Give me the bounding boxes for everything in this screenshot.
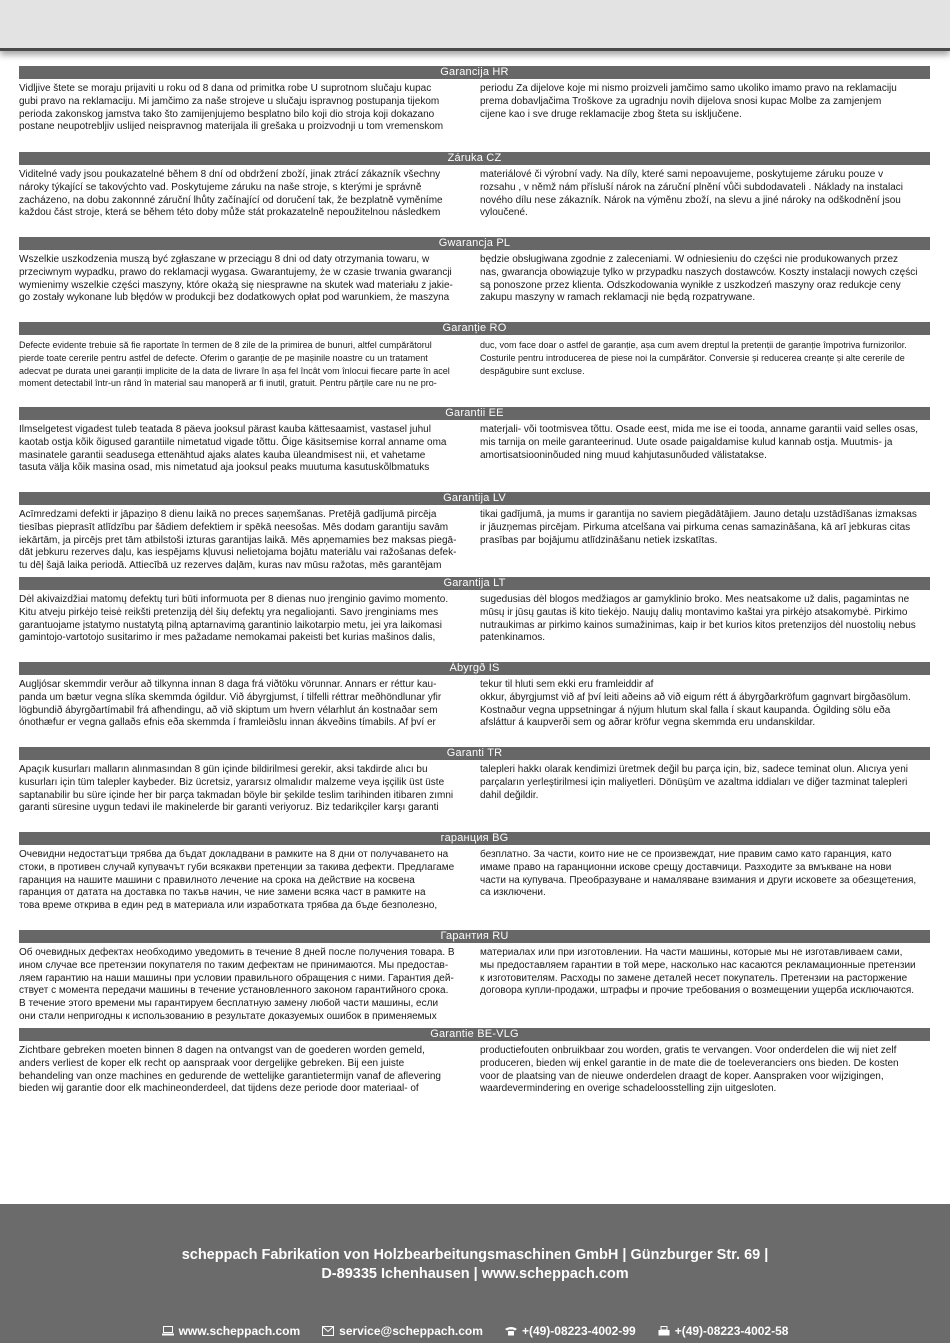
fax-number[interactable]: +(49)-08223-4002-58 [674,1324,789,1338]
phone-contact[interactable] [505,1324,636,1338]
warranty-sections [19,66,930,1113]
fax-icon [658,1326,670,1336]
section-text-right: материалах или при изготовлении. На части машины, которые мы не изготавливаем сами, мы предоставляем гарантии в той мере, насколько нас касаются рекламационные претензии к изготовителям. Расходы по замене деталей несет покупатель. Претензии на расторжение договора купли-продажи, штрафы и прочие требования о возмещении ущерба исключаются. [480,947,916,997]
section-title-is: Ábyrgð IS [19,662,930,675]
mail-icon [322,1326,334,1336]
section-text-right: talepleri hakkı olarak kendimizi üretmek değil bu parça için, biz, sadece teminat olun. Alıcıya yeni parçaların yerleştirilmesi için maliyetleri. Dönüşüm ve azaltma iddiaları ve diğer tazminat talepleri dahil değildir. [480,764,908,801]
section-text-right: duc, vom face doar o astfel de garanție, așa cum avem dreptul la pretenții de garanție împotriva furnizorilor. Costurile pentru introducerea de piese noi la cumpărător. Conversie și reducerea creanțe și alte cererile de despăgubire sunt excluse. [480,340,907,376]
section-text-right: materjali- või tootmisvea tõttu. Osade eest, mida me ise ei tooda, anname garantii vaid selles osas, mis tarnija on meile garanteerinud. Uute osade paigaldamise kulud kannab ostja. Muutmis- ja amortisatsiooninõuded ning muud kahjutasunõuded välistatakse. [480,424,918,461]
section-title-ee: Garantii EE [19,407,930,420]
section-lt [19,577,930,662]
computer-icon [162,1326,174,1336]
section-text-left: Acīmredzami defekti ir jāpaziņo 8 dienu laikā no preces saņemšanas. Pretējā gadījumā pircēja tiesības pieprasīt atlīdzību par šādiem defektiem ir spēkā neesošas. Mēs dodam garantiju savām iekārtām, ja pircējs pret tām atbilstoši izturas garantijas laikā. Mēs apņemamies bez maksas piegā- dāt jebkuru rezerves daļu, kas iespējams kļuvusi nelietojama bojātu materiālu vai ražošanas defek- tu dēļ šajā laika periodā. Attiecībā uz rezerves daļām, kuras nav mūsu ražotas, mēs garantējam [19,509,457,572]
section-title-be-vlg: Garantie BE-VLG [19,1028,930,1041]
section-title-ru: Гарантия RU [19,930,930,943]
section-text-right: periodu Za dijelove koje mi nismo proizveli jamčimo samo ukoliko imamo pravo na reklamaciju prema dobavljačima Troškove za ugradnju novih dijelova snosi kupac Molbe za zamjenjem cijene kao i sve druge reklamacije zbog šteta su isključene. [480,83,897,120]
contact-bar [0,1324,950,1338]
section-text-left: Wszelkie uszkodzenia muszą być zgłaszane w przeciągu 8 dni od daty otrzymania towaru, w przeciwnym wypadku, prawo do reklamacji wygasa. Gwarantujemy, że w czasie trwania gwarancji wymienimy wszelkie części maszyny, które okażą się niesprawne na skutek wad materiału z jakie- go zostały wykonane lub błędów w produkcji bez dodatkowych opłat pod warunkiem, że maszyna [19,254,453,304]
section-pl [19,237,930,322]
phone-number[interactable]: +(49)-08223-4002-99 [521,1324,636,1338]
section-title-hr: Garancija HR [19,66,930,79]
section-text-right: tekur til hluti sem ekki eru framleiddir af okkur, ábyrgjumst við af því leiti aðeins að við eigum rétt á ábyrgðarkröfum gagnvart birgðasölum. Kostnaður vegna uppsetningar á nýjum hlutum skal falla í skaut kaupanda. Ógilding sölu eða afsláttur á kaupverði sem og aðrar kröfur vegna skemmda eru undanskildar. [480,679,911,729]
company-address [0,1246,950,1284]
section-text-left: Dėl akivaizdžiai matomų defektų turi būti informuota per 8 dienas nuo įrenginio gavimo momento. Kitu atveju pirkėjo teisė reikšti pretenziją dėl šių defektų yra negalioj​anti. Savo įrenginiams mes garantuojame įstatymo nustatytą pilną aptarnavimą garantinio laikotarpio metu, jei yra laikomasi gamintojo-vartotojo susitarimo ir mes pažadame nemokamai pakeisti bet kurias mašinos dalis, [19,594,449,644]
section-be-vlg [19,1028,930,1113]
section-title-tr: Garanti TR [19,747,930,760]
section-cz [19,152,930,237]
section-ee [19,407,930,492]
section-text-right: безплатно. За части, които ние не се произвеждат, ние правим само като гаранция, като имаме право на гаранционни искове срещу доставчици. Разходите за вмъкване на нови части на купувача. Преобразуване и намаляване взимания и други исковете за обезщетения, са изключени. [480,849,917,899]
email-link[interactable]: service@scheppach.com [339,1324,483,1338]
section-bg [19,832,930,930]
footer [0,1204,950,1343]
section-text-right: materiálové či výrobní vady. Na díly, které sami nepoavujeme, poskytujeme záruku pouze v rozsahu , v němž nám přísluší nárok na záruční plnění vůči subdodavateli . Náklady na instalaci nového dílu nese zákazník. Nárok na výměnu zboží, na slevu a jiné nároky na odškodnění jsou vyloučené. [480,169,903,219]
section-title-lv: Garantija LV [19,492,930,505]
section-text-left: Augljósar skemmdir verður að tilkynna innan 8 daga frá viðtöku vörunnar. Annars er réttur kau- panda um bætur vegna slíka skemmda ógildur. Við ábyrgjumst, í tilfelli réttrar meðhöndlunar yfir lögbundið ábyrgðartímabil frá afhendingu, að við skiptum um hvern vélarhlut án kostnaðar sem ónothæfur er vegna gallaðs efnis eða skemmda í framleiðslu innan ákveðins tímabils. Af því er [19,679,442,729]
section-is [19,662,930,747]
section-title-ro: Garanție RO [19,322,930,335]
section-title-cz: Záruka CZ [19,152,930,165]
section-text-left: Очевидни недостатъци трябва да бъдат докладвани в рамките на 8 дни от получаването на стоки, в противен случай купувачът губи всякакви претенции за такива дефекти. Предлагаме гаранция на нашите машини с правилното лечение на срока на действие на косвена гаранция от датата на доставка по такъв начин, че ние замени всяка част в рамките на това време открива в един ред в материала или изработката трябва да бъде безполезно, [19,849,455,912]
section-text-left: Ilmselgetest vigadest tuleb teatada 8 päeva jooksul pärast kauba kättesaamist, vastasel juhul kaotab ostja kõik õigused garantiile nimetatud vigade tõttu. Õige käsitsemise korral anname oma masinatele garantii seadusega ettenähtud ajaks alates kauba üleandmisest nii, et vahetame tasuta välja kõik masina osad, mis nimetatud aja jooksul peaks muutuma kasutuskõlbmatuks [19,424,447,474]
fax-contact[interactable] [658,1324,789,1338]
section-title-bg: гаранция BG [19,832,930,845]
top-bar [0,0,950,51]
company-line-2: D-89335 Ichenhausen | www.scheppach.com [321,1266,629,1282]
section-text-left: Apaçık kusurları malların alınmasından 8 gün içinde bildirilmesi gerekir, aksi takdirde alıcı bu kusurları için tüm talepler kaybeder. Biz ücretsiz, yararsız olmalıdır malzeme veya işçilik üst üste saptanabilir bu süre içinde her bir parça takmadan böyle bir şekilde teslim tarihinden itibaren zımni garanti süresine uygun tedavi ile makinelerde bir garanti veriyoruz. Biz tedarikçiler karşı garanti [19,764,454,814]
section-text-right: będzie obsługiwana zgodnie z zaleceniami. W odniesieniu do części nie produkowanych przez nas, gwarancja obowiązuje tylko w przypadku naszych dostawców. Koszty instalacji nowych części są ponoszone przez klienta. Odszkodowania wynikłe z uszkodzeń maszyny oraz redukcje ceny zakupu maszyny w ramach reklamacji nie będą rozpatrywane. [480,254,918,304]
section-tr [19,747,930,832]
section-text-right: productiefouten onbruikbaar zou worden, gratis te vervangen. Voor onderdelen die wij niet zelf produceren, bieden wij enkel garantie in de mate die de toeleveranciers ons bieden. De kosten voor de plaatsing van de nieuwe onderdelen draagt de koper. Aanspraken voor wijzigingen, waardevermindering en overige schadeloosstelling zijn uitgesloten. [480,1045,899,1095]
section-title-lt: Garantija LT [19,577,930,590]
company-line-1: scheppach Fabrikation von Holzbearbeitungsmaschinen GmbH | Günzburger Str. 69 | [181,1247,769,1263]
section-ro [19,322,930,407]
website-contact[interactable] [162,1324,301,1338]
section-text-right: sugedusias dėl blogos medžiagos ar gamyklinio broko. Mes neatsakome už dalis, pagamintas ne mūsų ir jūsų gautas iš kito tiekėjo. Naujų dalių montavimo kaštai yra pirkėjo atsakomybė. Pirkimo nutraukimas ar pirkimo kainos sumažinimas, kaip ir bet kurios kitos pretenzijos dėl nuostolių nebus patenkinamos. [480,594,916,644]
section-text-left: Zichtbare gebreken moeten binnen 8 dagen na ontvangst van de goederen worden gemeld, anders verliest de koper elk recht op aanspraak voor dergelijke gebreken. Bij een juiste behandeling van onze machines en gedurende de wettelijke garantietermijn vanaf de aflevering bieden wij garantie door elk machineonderdeel, dat tijdens deze periode door materiaal- of [19,1045,441,1095]
section-text-right: tikai gadījumā, ja mums ir garantija no saviem piegādātājiem. Jauno detaļu uzstādīšanas izmaksas ir jāuzņemas pircējam. Pirkuma atcelšana vai pirkuma cenas samazināšana, kā arī jebkuras citas prasības par bojājumu atlīdzināšanu netiek izskatītas. [480,509,917,546]
section-title-pl: Gwarancja PL [19,237,930,250]
section-hr [19,66,930,152]
section-ru [19,930,930,1028]
section-text-left: Об очевидных дефектах необходимо уведомить в течение 8 дней после получения товара. В ином случае все претензии покупателя по таким дефектам не принимаются. Мы предостав- ляем гарантию на наши машины при условии правильного обращения с ними. Гарантия дей- ствует с момента передачи машины в течение установленного законом гарантийного срока. В течение этого времени мы гарантируем бесплатную замену любой части машины, если они стали непригодны к использованию в результате доказуемых ошибок в применяемых [19,947,455,1022]
section-text-left: Defecte evidente trebuie să fie raportate în termen de 8 zile de la primirea de bunuri, altfel cumpărătorul pierde toate cererile pentru astfel de defecte. Oferim o garanție de pe mașinile noastre cu un tratament adecvat pe durata unei garanții implicite de la data de livrare în așa fel încât vom înlocui fiecare parte în acel moment detectabil într-un rând în material sau manoperă ar fi inutil, gratuit. Pentru părțile care nu ne pro- [19,340,450,389]
phone-icon [505,1326,517,1336]
section-text-left: Vidljive štete se moraju prijaviti u roku od 8 dana od primitka robe U suprotnom slučaju kupac gubi pravo na reklamaciju. Mi jamčimo za naše strojeve u slučaju ispravnog postupanja tijekom perioda zakonskog jamstva tako što zamijenjujemo besplatno bilo koji dio stroja koji dokazano postane neupotrebljiv uslijed neispravnog materijala ili grešaka u proizvodnji u tom vremenskom [19,83,444,133]
section-text-left: Viditelné vady jsou poukazatelné během 8 dní od obdržení zboží, jinak ztrácí zákazník všechny nároky týkající se takovýchto vad. Poskytujeme záruku na naše stroje, s kterými je správně zacházeno, na dobu zakonnné záruční lhůty začínající od doručení tak, že bezplatně vyměníme každou část stroje, která se během této doby může stát prokazatelně nepoužitelnou následkem [19,169,443,219]
email-contact[interactable] [322,1324,483,1338]
section-lv [19,492,930,577]
website-link[interactable]: www.scheppach.com [178,1324,301,1338]
